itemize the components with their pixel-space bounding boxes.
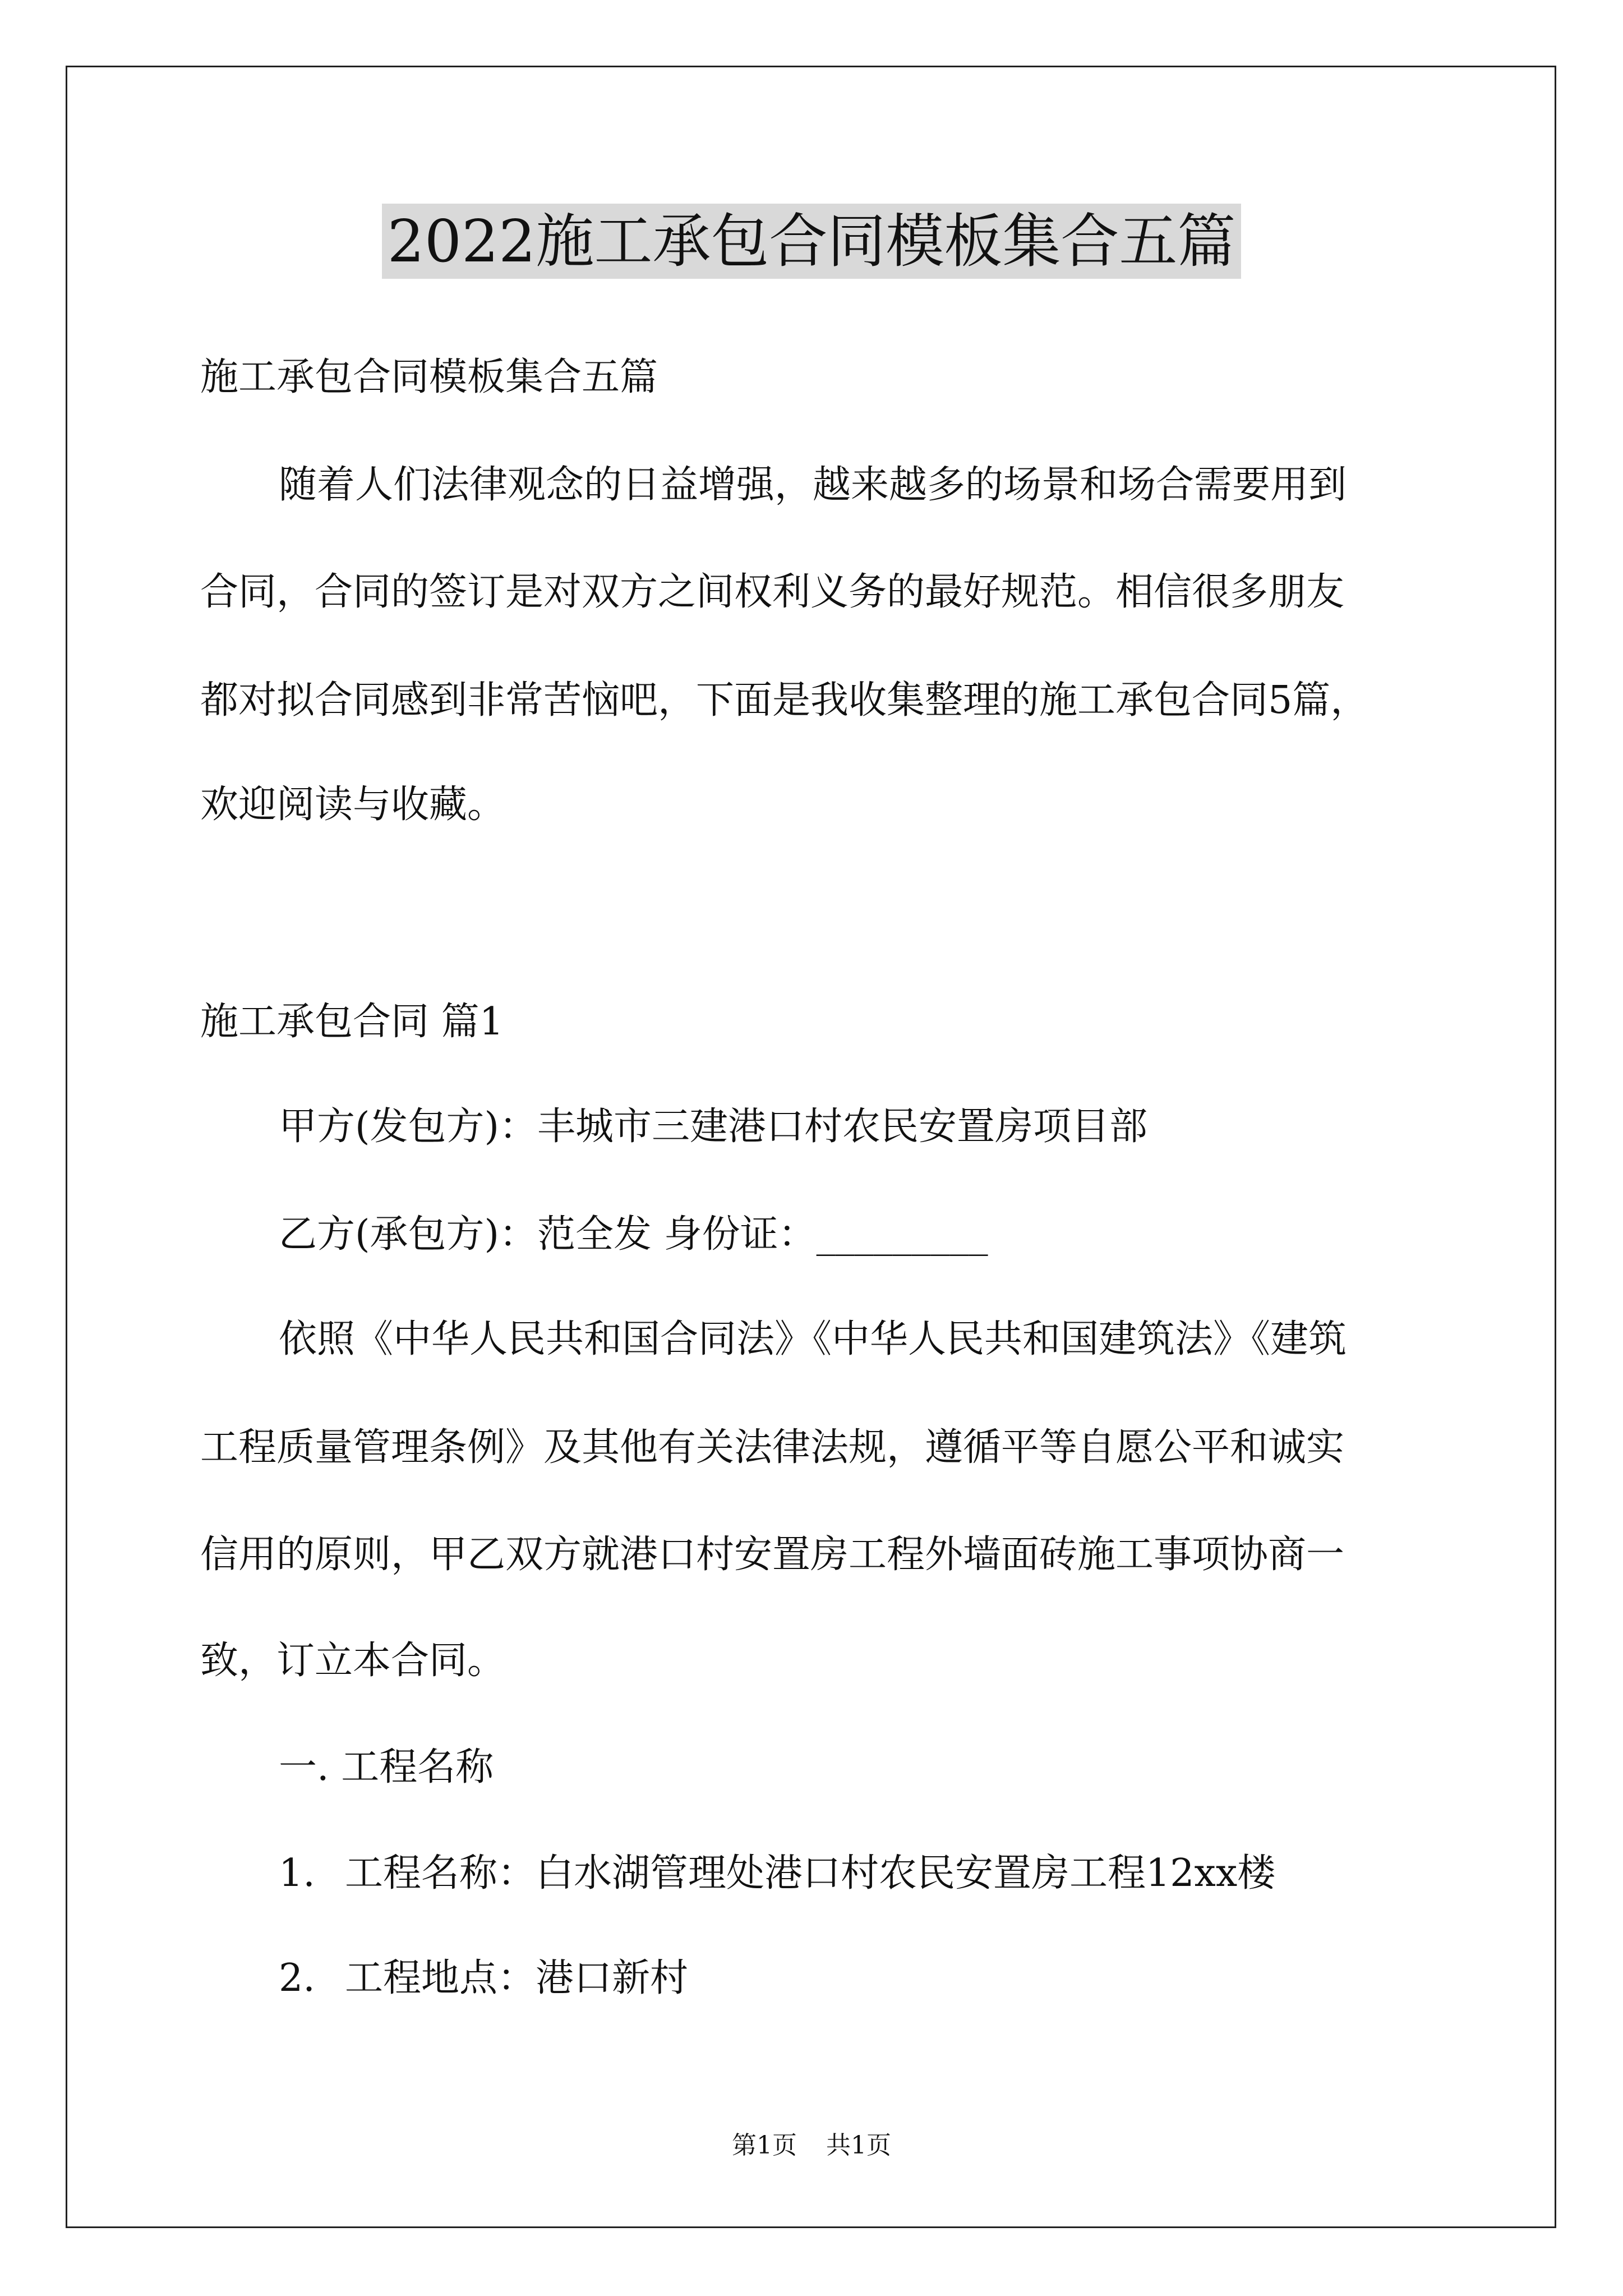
intro-line-2: 合同，合同的签订是对双方之间权利义务的最好规范。相信很多朋友 [200, 570, 1345, 614]
list-item-text: 工程地点：港口新村 [345, 1956, 689, 2000]
basis-line-2: 工程质量管理条例》及其他有关法律法规，遵循平等自愿公平和诚实 [200, 1425, 1345, 1470]
basis-line-3: 信用的原则，甲乙双方就港口村安置房工程外墙面砖施工事项协商一 [200, 1533, 1345, 1577]
basis-line-1: 依照《中华人民共和国合同法》《中华人民共和国建筑法》《建筑 [279, 1317, 1347, 1361]
document-title [0, 202, 1623, 280]
basis-line-4: 致，订立本合同。 [200, 1639, 506, 1683]
list-item-number: 1. [279, 1851, 315, 1895]
intro-line-3: 都对拟合同感到非常苦恼吧，下面是我收集整理的施工承包合同5篇， [200, 678, 1369, 723]
clause-heading: 一. 工程名称 [279, 1745, 494, 1789]
party-a: 甲方(发包方)：丰城市三建港口村农民安置房项目部 [279, 1105, 1148, 1149]
section-heading: 施工承包合同 篇1 [200, 1000, 504, 1044]
intro-line-4: 欢迎阅读与收藏。 [200, 783, 506, 827]
page-number: 第1页 [732, 2131, 797, 2160]
intro-line-1: 随着人们法律观念的日益增强，越来越多的场景和场合需要用到 [279, 463, 1347, 507]
page-footer [0, 2129, 1623, 2162]
list-item-number: 2. [279, 1956, 315, 2000]
list-item [279, 1848, 1275, 1899]
page-total: 共1页 [826, 2131, 891, 2160]
subtitle: 施工承包合同模板集合五篇 [200, 355, 658, 399]
party-b: 乙方(承包方)：范全发 身份证：_________ [279, 1212, 988, 1257]
list-item-text: 工程名称：白水湖管理处港口村农民安置房工程12xx楼 [345, 1851, 1276, 1895]
document-title-text: 2022施工承包合同模板集合五篇 [382, 204, 1242, 279]
list-item [279, 1953, 688, 2004]
